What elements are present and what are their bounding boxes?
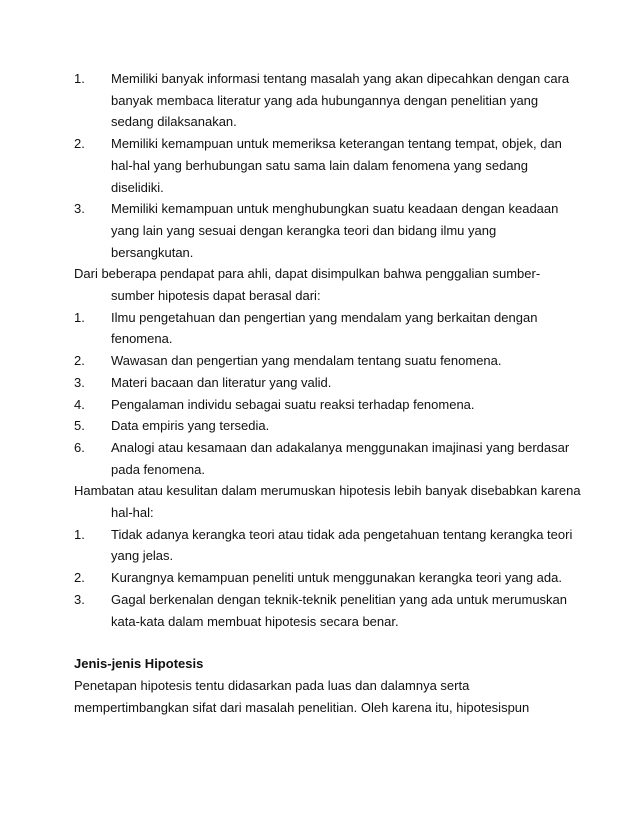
list-item — [74, 307, 574, 329]
list-item-text: Gagal berkenalan dengan teknik-teknik penelitian yang ada untuk merumuskan — [111, 591, 568, 607]
list-item-continuation: sedang dilaksanakan. — [111, 114, 237, 130]
list-item-text: Pengalaman individu sebagai suatu reaksi terhadap fenomena. — [111, 396, 475, 412]
list-item-continuation: pada fenomena. — [111, 461, 205, 477]
list-item — [74, 350, 574, 372]
list-item — [74, 567, 574, 589]
paragraph-line: mempertimbangkan sifat dari masalah penelitian. Oleh karena itu, hipotesispun — [74, 699, 530, 715]
list-item-continuation: kata-kata dalam membuat hipotesis secara benar. — [111, 613, 399, 629]
paragraph-line: Penetapan hipotesis tentu didasarkan pada luas dan dalamnya serta — [74, 677, 470, 693]
list-item-text: Memiliki kemampuan untuk menghubungkan suatu keadaan dengan keadaan — [111, 201, 559, 217]
list-number: 1. — [74, 309, 85, 325]
list-number: 2. — [74, 353, 85, 369]
list-item — [74, 198, 574, 220]
list-item-continuation: bersangkutan. — [111, 244, 194, 260]
paragraph-line: sumber hipotesis dapat berasal dari: — [111, 288, 321, 304]
list-item-continuation: yang lain yang sesuai dengan kerangka teori dan bidang ilmu yang — [111, 222, 497, 238]
paragraph-line: hal-hal: — [111, 505, 154, 521]
list-item — [74, 68, 574, 90]
list-item — [74, 394, 574, 416]
list-number: 2. — [74, 570, 85, 586]
list-number: 6. — [74, 439, 85, 455]
list-item-text: Ilmu pengetahuan dan pengertian yang mendalam yang berkaitan dengan — [111, 309, 538, 325]
paragraph-sources-intro — [74, 263, 574, 306]
list-sources — [74, 307, 574, 481]
list-criteria — [74, 68, 574, 263]
list-item — [74, 415, 574, 437]
paragraph-section-body — [74, 675, 574, 718]
list-number: 3. — [74, 201, 85, 217]
list-number: 4. — [74, 396, 85, 412]
list-item-continuation: yang jelas. — [111, 548, 174, 564]
document-page — [74, 68, 581, 718]
list-item-text: Memiliki banyak informasi tentang masalah yang akan dipecahkan dengan cara — [111, 71, 570, 86]
list-item — [74, 372, 574, 394]
list-item — [74, 524, 574, 546]
list-number: 3. — [74, 374, 85, 390]
list-item — [74, 589, 574, 611]
list-number: 5. — [74, 418, 85, 434]
list-item-text: Tidak adanya kerangka teori atau tidak ada pengetahuan tentang kerangka teori — [111, 526, 573, 542]
paragraph-obstacles-intro — [74, 480, 581, 523]
paragraph-line: Hambatan atau kesulitan dalam merumuskan hipotesis lebih banyak disebabkan karena — [74, 483, 581, 499]
list-item-text: Analogi atau kesamaan dan adakalanya menggunakan imajinasi yang berdasar — [111, 439, 570, 455]
list-item-continuation: hal-hal yang berhubungan satu sama lain dalam fenomena yang sedang — [111, 157, 529, 173]
paragraph-line: Dari beberapa pendapat para ahli, dapat disimpulkan bahwa penggalian sumber- — [74, 266, 541, 282]
list-item-text: Kurangnya kemampuan peneliti untuk menggunakan kerangka teori yang ada. — [111, 570, 562, 586]
list-number: 3. — [74, 591, 85, 607]
list-item-continuation: diselidiki. — [111, 179, 164, 195]
list-item-text: Data empiris yang tersedia. — [111, 418, 270, 434]
list-item — [74, 437, 574, 459]
list-item-continuation: banyak membaca literatur yang ada hubungannya dengan penelitian yang — [111, 92, 539, 108]
list-item-text: Wawasan dan pengertian yang mendalam tentang suatu fenomena. — [111, 353, 502, 369]
list-number: 1. — [74, 526, 85, 542]
section-heading: Jenis-jenis Hipotesis — [74, 656, 204, 672]
list-obstacles — [74, 524, 574, 633]
list-item-continuation: fenomena. — [111, 331, 173, 347]
list-number: 1. — [74, 71, 85, 86]
list-item-text: Memiliki kemampuan untuk memeriksa keterangan tentang tempat, objek, dan — [111, 136, 562, 152]
list-item-text: Materi bacaan dan literatur yang valid. — [111, 374, 332, 390]
list-number: 2. — [74, 136, 85, 152]
list-item — [74, 133, 574, 155]
